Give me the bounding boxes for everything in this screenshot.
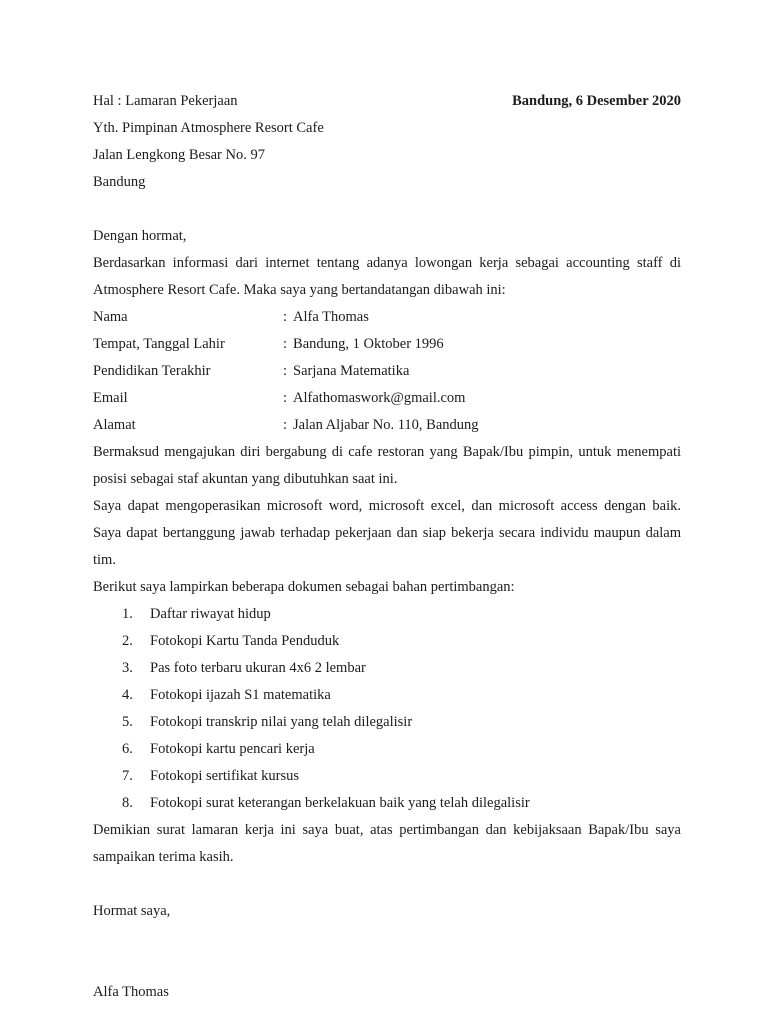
attachment-item — [93, 790, 681, 817]
data-colon: : — [283, 417, 288, 433]
data-value: Alfathomaswork@gmail.com — [293, 390, 466, 406]
data-value: Alfa Thomas — [293, 309, 369, 325]
item-number: 5. — [122, 714, 133, 730]
item-number: 4. — [122, 687, 133, 703]
data-label: Pendidikan Terakhir — [93, 363, 211, 379]
personal-data-row — [93, 412, 681, 439]
item-number: 2. — [122, 633, 133, 649]
item-text: Fotokopi sertifikat kursus — [150, 768, 300, 784]
attachment-item — [93, 682, 681, 709]
letter-header — [93, 88, 681, 115]
item-text: Fotokopi transkrip nilai yang telah dilegalisir — [150, 714, 413, 730]
personal-data-row — [93, 304, 681, 331]
attachments-intro: Berikut saya lampirkan beberapa dokumen sebagai bahan pertimbangan: — [93, 579, 515, 595]
recipient-line: Yth. Pimpinan Atmosphere Resort Cafe — [93, 120, 324, 136]
item-number: 1. — [122, 606, 133, 622]
item-number: 3. — [122, 660, 133, 676]
subject-line: Hal : Lamaran Pekerjaan — [93, 93, 238, 109]
item-text: Fotokopi Kartu Tanda Penduduk — [150, 633, 340, 649]
item-number: 8. — [122, 795, 133, 811]
personal-data-row — [93, 385, 681, 412]
intent-paragraph: Bermaksud mengajukan diri bergabung di cafe restoran yang Bapak/Ibu pimpin, untuk menempati posisi sebagai staf akuntan yang dibutuhkan saat ini. — [93, 444, 681, 487]
attachment-item — [93, 628, 681, 655]
recipient-line: Jalan Lengkong Besar No. 97 — [93, 147, 265, 163]
skills-paragraph: Saya dapat mengoperasikan microsoft word, microsoft excel, dan microsoft access dengan baik. Saya dapat bertanggung jawab terhadap pekerjaan dan siap bekerja secara individu maupun dalam tim. — [93, 498, 681, 568]
data-label: Alamat — [93, 417, 136, 433]
data-label: Nama — [93, 309, 128, 325]
data-colon: : — [283, 336, 288, 352]
closing-paragraph: Demikian surat lamaran kerja ini saya buat, atas pertimbangan dan kebijaksaan Bapak/Ibu saya sampaikan terima kasih. — [93, 822, 681, 865]
data-colon: : — [283, 390, 288, 406]
recipient-line: Bandung — [93, 174, 146, 190]
attachment-item — [93, 601, 681, 628]
personal-data-row — [93, 331, 681, 358]
attachment-item — [93, 763, 681, 790]
opening-paragraph: Berdasarkan informasi dari internet tentang adanya lowongan kerja sebagai accounting staff di Atmosphere Resort Cafe. Maka saya yang bertandatangan dibawah ini: — [93, 255, 681, 298]
data-value: Sarjana Matematika — [293, 363, 410, 379]
data-label: Tempat, Tanggal Lahir — [93, 336, 225, 352]
item-text: Fotokopi kartu pencari kerja — [150, 741, 315, 757]
attachment-item — [93, 709, 681, 736]
attachment-item — [93, 655, 681, 682]
data-label: Email — [93, 390, 128, 406]
signature-name: Alfa Thomas — [93, 984, 169, 1000]
data-value: Bandung, 1 Oktober 1996 — [293, 336, 444, 352]
signoff: Hormat saya, — [93, 903, 171, 919]
data-value: Jalan Aljabar No. 110, Bandung — [293, 417, 479, 433]
date-line: Bandung, 6 Desember 2020 — [512, 93, 681, 109]
data-colon: : — [283, 309, 288, 325]
letter-body — [93, 88, 681, 1006]
item-text: Daftar riwayat hidup — [150, 606, 271, 622]
attachment-item — [93, 736, 681, 763]
data-colon: : — [283, 363, 288, 379]
personal-data-row — [93, 358, 681, 385]
item-text: Fotokopi surat keterangan berkelakuan baik yang telah dilegalisir — [150, 795, 530, 811]
item-text: Pas foto terbaru ukuran 4x6 2 lembar — [150, 660, 366, 676]
item-number: 7. — [122, 768, 133, 784]
item-number: 6. — [122, 741, 133, 757]
item-text: Fotokopi ijazah S1 matematika — [150, 687, 331, 703]
salutation: Dengan hormat, — [93, 228, 187, 244]
